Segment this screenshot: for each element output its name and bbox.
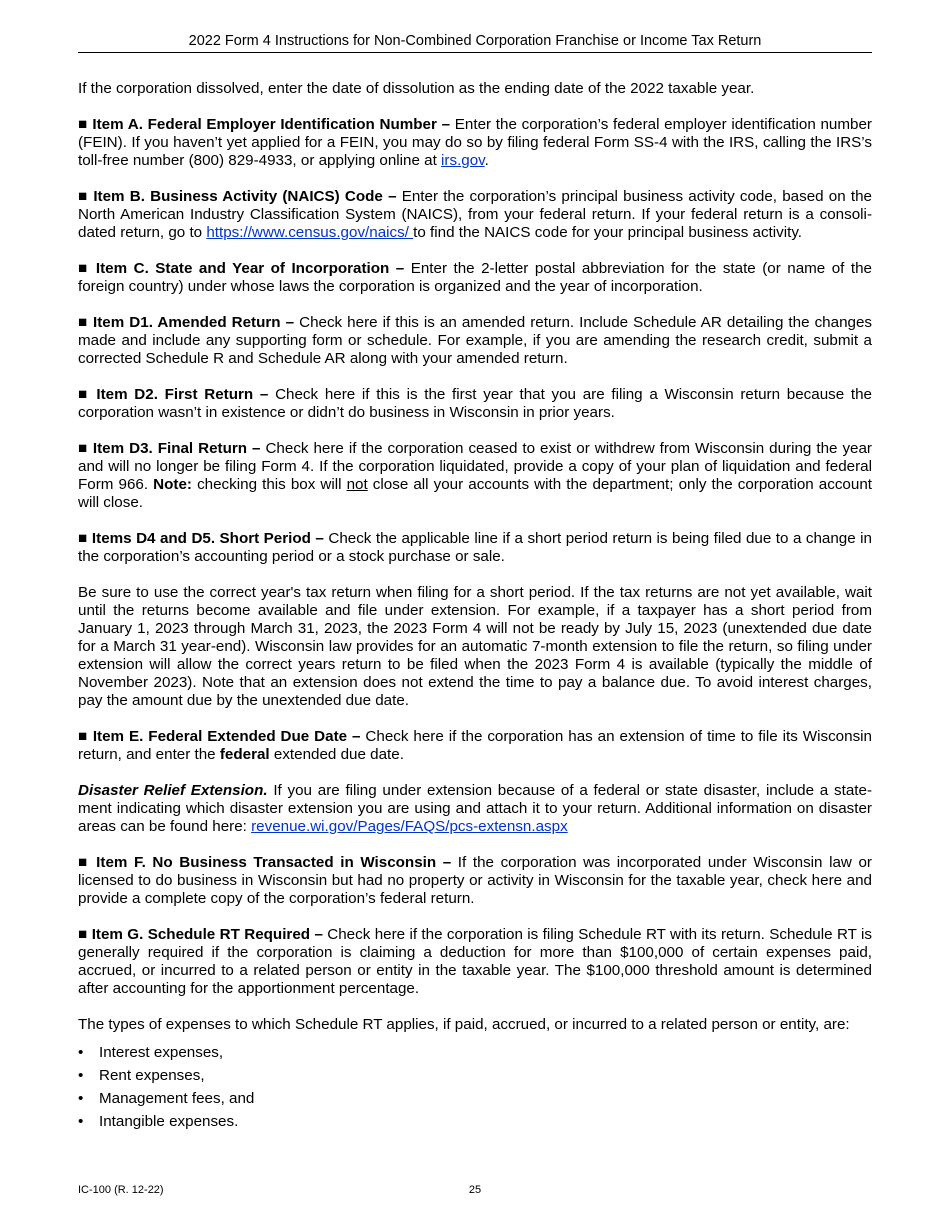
list-item — [78, 1067, 872, 1085]
document-body — [78, 80, 872, 1136]
item-c-text: Enter the 2-letter postal abbreviation for the state (or name of the foreign country) under whose laws the corporation is organized and the year of incorporation. — [78, 260, 872, 295]
expense-types-list — [78, 1044, 872, 1131]
disaster-relief-text: If you are filing under extension because of a federal or state disaster, include a statement indicating which disaster extension you are using and attach it to your return. Additional information on disaster areas can be found here: — [78, 782, 872, 835]
item-e-bold: federal — [219, 746, 270, 763]
item-d4-d5-text: Check the applicable line if a short period return is being filed due to a change in the corporation’s accounting period or a stock purchase or sale. — [78, 530, 873, 565]
item-a-paragraph — [78, 116, 872, 170]
item-g-text: Check here if the corporation is filing Schedule RT with its return. Schedule RT is generally required if the corporation is claiming a deduction for more than $100,000 of certain expenses paid, accrued, or incurred to a related person or entity in the taxable year. The $100,000 threshold amount is determined after accounting for the apportionment percentage. — [78, 926, 872, 997]
disaster-extension-link[interactable]: revenue.wi.gov/Pages/FAQS/pcs-extensn.aspx — [251, 818, 568, 835]
item-a-after: . — [484, 152, 489, 169]
list-item — [78, 1090, 872, 1108]
item-d3-note-label: Note: — [153, 476, 192, 493]
item-b-label: ■ Item B. Business Activity (NAICS) Code – — [78, 188, 397, 205]
bullet-icon: • — [78, 1044, 84, 1061]
item-d4-d5-label: ■ Items D4 and D5. Short Period – — [78, 530, 324, 547]
list-item — [78, 1044, 872, 1062]
item-d1-label: ■ Item D1. Amended Return – — [78, 314, 295, 331]
item-d2-label: ■ Item D2. First Return – — [78, 386, 269, 403]
item-d3-note-text-2: close all your accounts with the department; only the corporation account will close. — [78, 476, 872, 511]
item-b-after: to find the NAICS code for your principal business activity. — [413, 224, 803, 241]
short-period-note-paragraph: Be sure to use the correct year's tax return when filing for a short period. If the tax returns are not yet available, wait until the returns become available and file under extension. For example, if a taxpayer has a short period from January 1, 2023 through March 31, 2023, the 2023 Form 4 will not be ready by July 15, 2023 (unextended due date for a March 31 year-end). Wisconsin law provides for an automatic 7-month extension to file the return, so filing under extension will allow the correct years return to be filed when the 2023 Form 4 is available (typically the middle of November 2023). Note that an extension does not extend the time to pay a balance due. To avoid interest charges, pay the amount due by the unextended due date. — [78, 584, 872, 709]
item-f-text: If the corporation was incorporated under Wisconsin law or licensed to do business in Wisconsin but had no property or activity in Wisconsin for the taxable year, check here and provide a complete copy of the corporation’s federal return. — [78, 854, 872, 907]
item-d1-paragraph — [78, 314, 872, 368]
item-a-text: Enter the corporation’s federal employer identification number (FEIN). If you haven’t yet applied for a FEIN, you may do so by filing federal Form SS-4 with the IRS, calling the IRS’s toll-free number (800) 829-4933, or applying online at — [78, 116, 872, 169]
item-d1-text: Check here if this is an amended return. Include Schedule AR detailing the changes made and include any supporting form or schedule. For example, if you are amending the research credit, submit a corrected Schedule R and Schedule AR along with your amended return. — [78, 314, 872, 367]
item-d3-paragraph — [78, 440, 872, 512]
types-intro-paragraph: The types of expenses to which Schedule RT applies, if paid, accrued, or incurred to a related person or entity, are: — [78, 1016, 850, 1033]
item-g-label: ■ Item G. Schedule RT Required – — [78, 926, 323, 943]
bullet-icon: • — [78, 1067, 84, 1084]
item-d3-text: Check here if the corporation ceased to exist or withdrew from Wisconsin during the year and will no longer be filing Form 4. If the corporation liquidated, provide a copy of your plan of liquidation and federal Form 966. — [78, 440, 872, 493]
list-item-text: Rent expenses, — [99, 1067, 205, 1084]
item-d2-text: Check here if this is the first year that you are filing a Wisconsin return because the corporation wasn’t in existence or didn’t do business in Wisconsin in prior years. — [78, 386, 872, 421]
item-f-label: ■ Item F. No Business Transacted in Wisconsin – — [78, 854, 452, 871]
intro-paragraph: If the corporation dissolved, enter the date of dissolution as the ending date of the 2022 taxable year. — [78, 80, 755, 97]
item-g-paragraph — [78, 926, 872, 998]
item-a-label: ■ Item A. Federal Employer Identification Number – — [78, 116, 451, 133]
footer-page-number: 25 — [468, 1184, 482, 1196]
item-f-paragraph — [78, 854, 872, 908]
list-item-text: Management fees, and — [99, 1090, 255, 1107]
item-d2-paragraph — [78, 386, 872, 422]
footer-form-code: IC-100 (R. 12-22) — [78, 1184, 164, 1196]
page-header — [78, 32, 872, 53]
item-c-paragraph — [78, 260, 872, 296]
list-item — [78, 1113, 872, 1131]
item-e-after: extended due date. — [269, 746, 404, 763]
page-header-title: 2022 Form 4 Instructions for Non-Combined Corporation Franchise or Income Tax Return — [188, 33, 762, 49]
item-d3-note-text-1: checking this box will — [191, 476, 347, 493]
disaster-relief-label: Disaster Relief Extension. — [78, 782, 268, 799]
item-d3-label: ■ Item D3. Final Return – — [78, 440, 261, 457]
item-b-paragraph — [78, 188, 872, 242]
item-e-label: ■ Item E. Federal Extended Due Date – — [78, 728, 361, 745]
irs-gov-link[interactable]: irs.gov — [441, 152, 485, 169]
item-e-text: Check here if the corporation has an extension of time to file its Wisconsin return, and enter the — [78, 728, 872, 763]
item-d3-note-underlined: not — [346, 476, 368, 493]
item-e-paragraph — [78, 728, 872, 764]
bullet-icon: • — [78, 1113, 84, 1130]
item-c-label: ■ Item C. State and Year of Incorporation – — [78, 260, 405, 277]
item-d4-d5-paragraph — [78, 530, 872, 566]
item-b-text: Enter the corporation’s principal business activity code, based on the North American Industry Classification System (NAICS), from your federal return. If your federal return is a consolidated return, go to — [78, 188, 872, 241]
list-item-text: Interest expenses, — [99, 1044, 224, 1061]
census-naics-link[interactable]: https://www.census.gov/naics/ — [206, 224, 414, 241]
bullet-icon: • — [78, 1090, 84, 1107]
list-item-text: Intangible expenses. — [99, 1113, 239, 1130]
disaster-relief-paragraph — [78, 782, 872, 836]
